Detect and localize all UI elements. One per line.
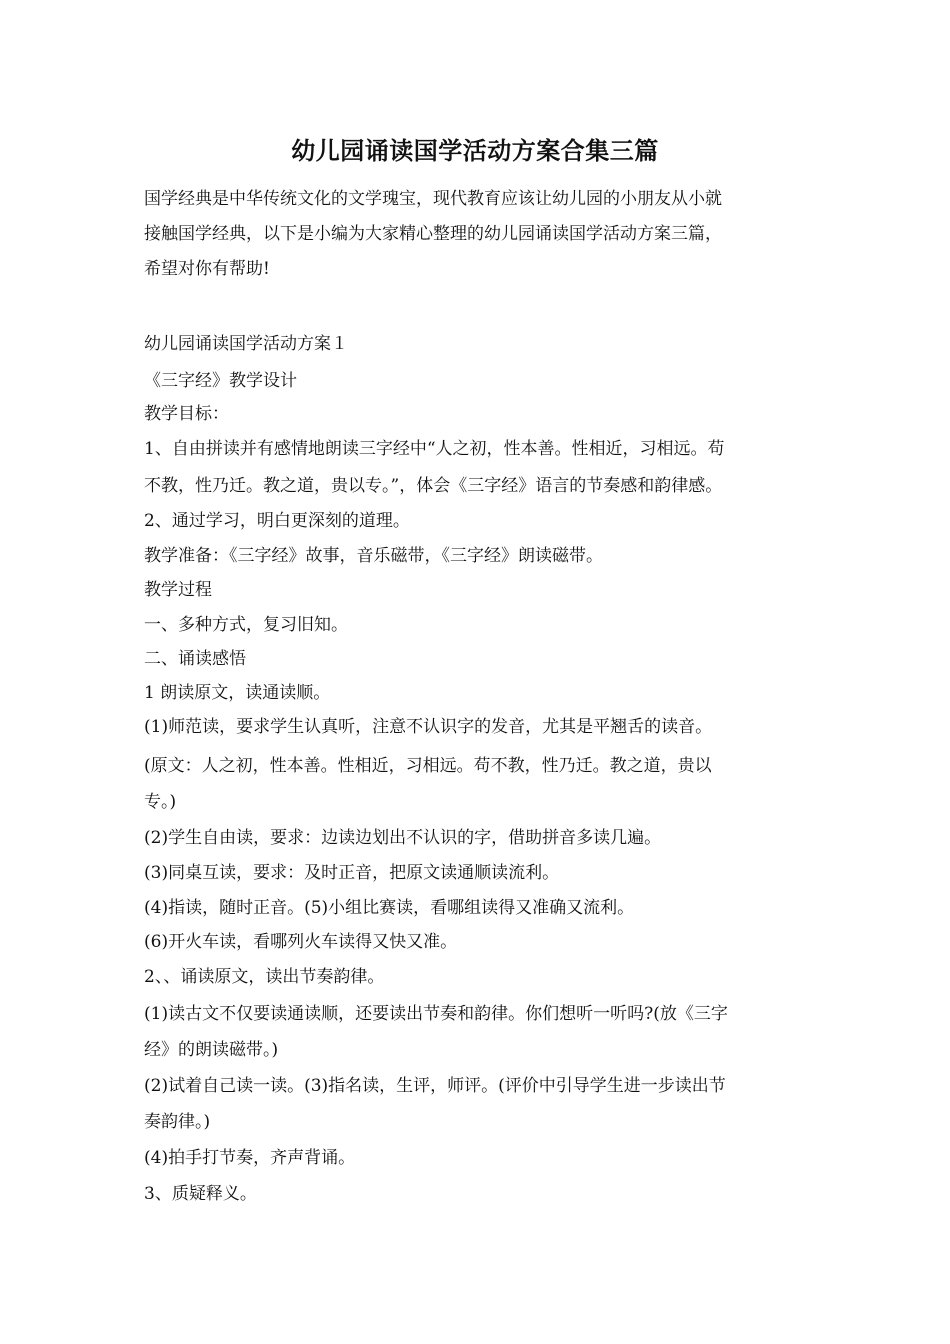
body-line: 2、、诵读原文，读出节奏韵律。 bbox=[144, 967, 385, 987]
body-line: 教学目标： bbox=[144, 404, 229, 424]
body-line: 2、通过学习，明白更深刻的道理。 bbox=[144, 511, 410, 531]
body-line: (3)同桌互读，要求：及时正音，把原文读通顺读流利。 bbox=[144, 863, 560, 883]
body-line: 教学准备：《三字经》故事，音乐磁带，《三字经》朗读磁带。 bbox=[144, 546, 603, 566]
body-line: (2)学生自由读，要求：边读边划出不认识的字，借助拼音多读几遍。 bbox=[144, 828, 662, 848]
body-line: (原文：人之初，性本善。性相近，习相远。苟不教，性乃迁。教之道，贵以 bbox=[144, 756, 712, 776]
body-line: 二、诵读感悟 bbox=[144, 649, 246, 669]
body-line: 一、多种方式，复习旧知。 bbox=[144, 615, 348, 635]
section-heading: 幼儿园诵读国学活动方案１ bbox=[144, 334, 348, 354]
body-line: (2)试着自己读一读。(3)指名读，生评，师评。(评价中引导学生进一步读出节 bbox=[144, 1076, 726, 1096]
body-line: 3、质疑释义。 bbox=[144, 1184, 257, 1204]
body-line: (6)开火车读，看哪列火车读得又快又准。 bbox=[144, 932, 458, 952]
body-line: (1)师范读，要求学生认真听，注意不认识字的发音，尤其是平翘舌的读音。 bbox=[144, 717, 713, 737]
intro-line: 接触国学经典，以下是小编为大家精心整理的幼儿园诵读国学活动方案三篇， bbox=[144, 224, 722, 244]
body-line: 经》的朗读磁带。) bbox=[144, 1040, 279, 1060]
body-line: 1 朗读原文，读通读顺。 bbox=[144, 683, 331, 703]
document-title: 幼儿园诵读国学活动方案合集三篇 bbox=[291, 136, 659, 165]
body-line: 《三字经》教学设计 bbox=[144, 371, 297, 391]
intro-line: 希望对你有帮助! bbox=[144, 259, 270, 279]
body-line: 专。) bbox=[144, 792, 177, 812]
body-line: 奏韵律。) bbox=[144, 1112, 211, 1132]
intro-line: 国学经典是中华传统文化的文学瑰宝，现代教育应该让幼儿园的小朋友从小就 bbox=[144, 189, 722, 209]
body-line: (1)读古文不仅要读通读顺，还要读出节奏和韵律。你们想听一听吗?(放《三字 bbox=[144, 1004, 728, 1024]
body-line: 不教，性乃迁。教之道，贵以专。”，体会《三字经》语言的节奏感和韵律感。 bbox=[144, 476, 723, 496]
body-line: 教学过程 bbox=[144, 580, 212, 600]
intro-paragraph bbox=[144, 182, 808, 287]
body-line: (4)拍手打节奏，齐声背诵。 bbox=[144, 1148, 356, 1168]
body-line: 1、自由拼读并有感情地朗读三字经中“人之初，性本善。性相近，习相远。苟 bbox=[144, 439, 725, 459]
body-line: (4)指读，随时正音。(5)小组比赛读，看哪组读得又准确又流利。 bbox=[144, 898, 635, 918]
